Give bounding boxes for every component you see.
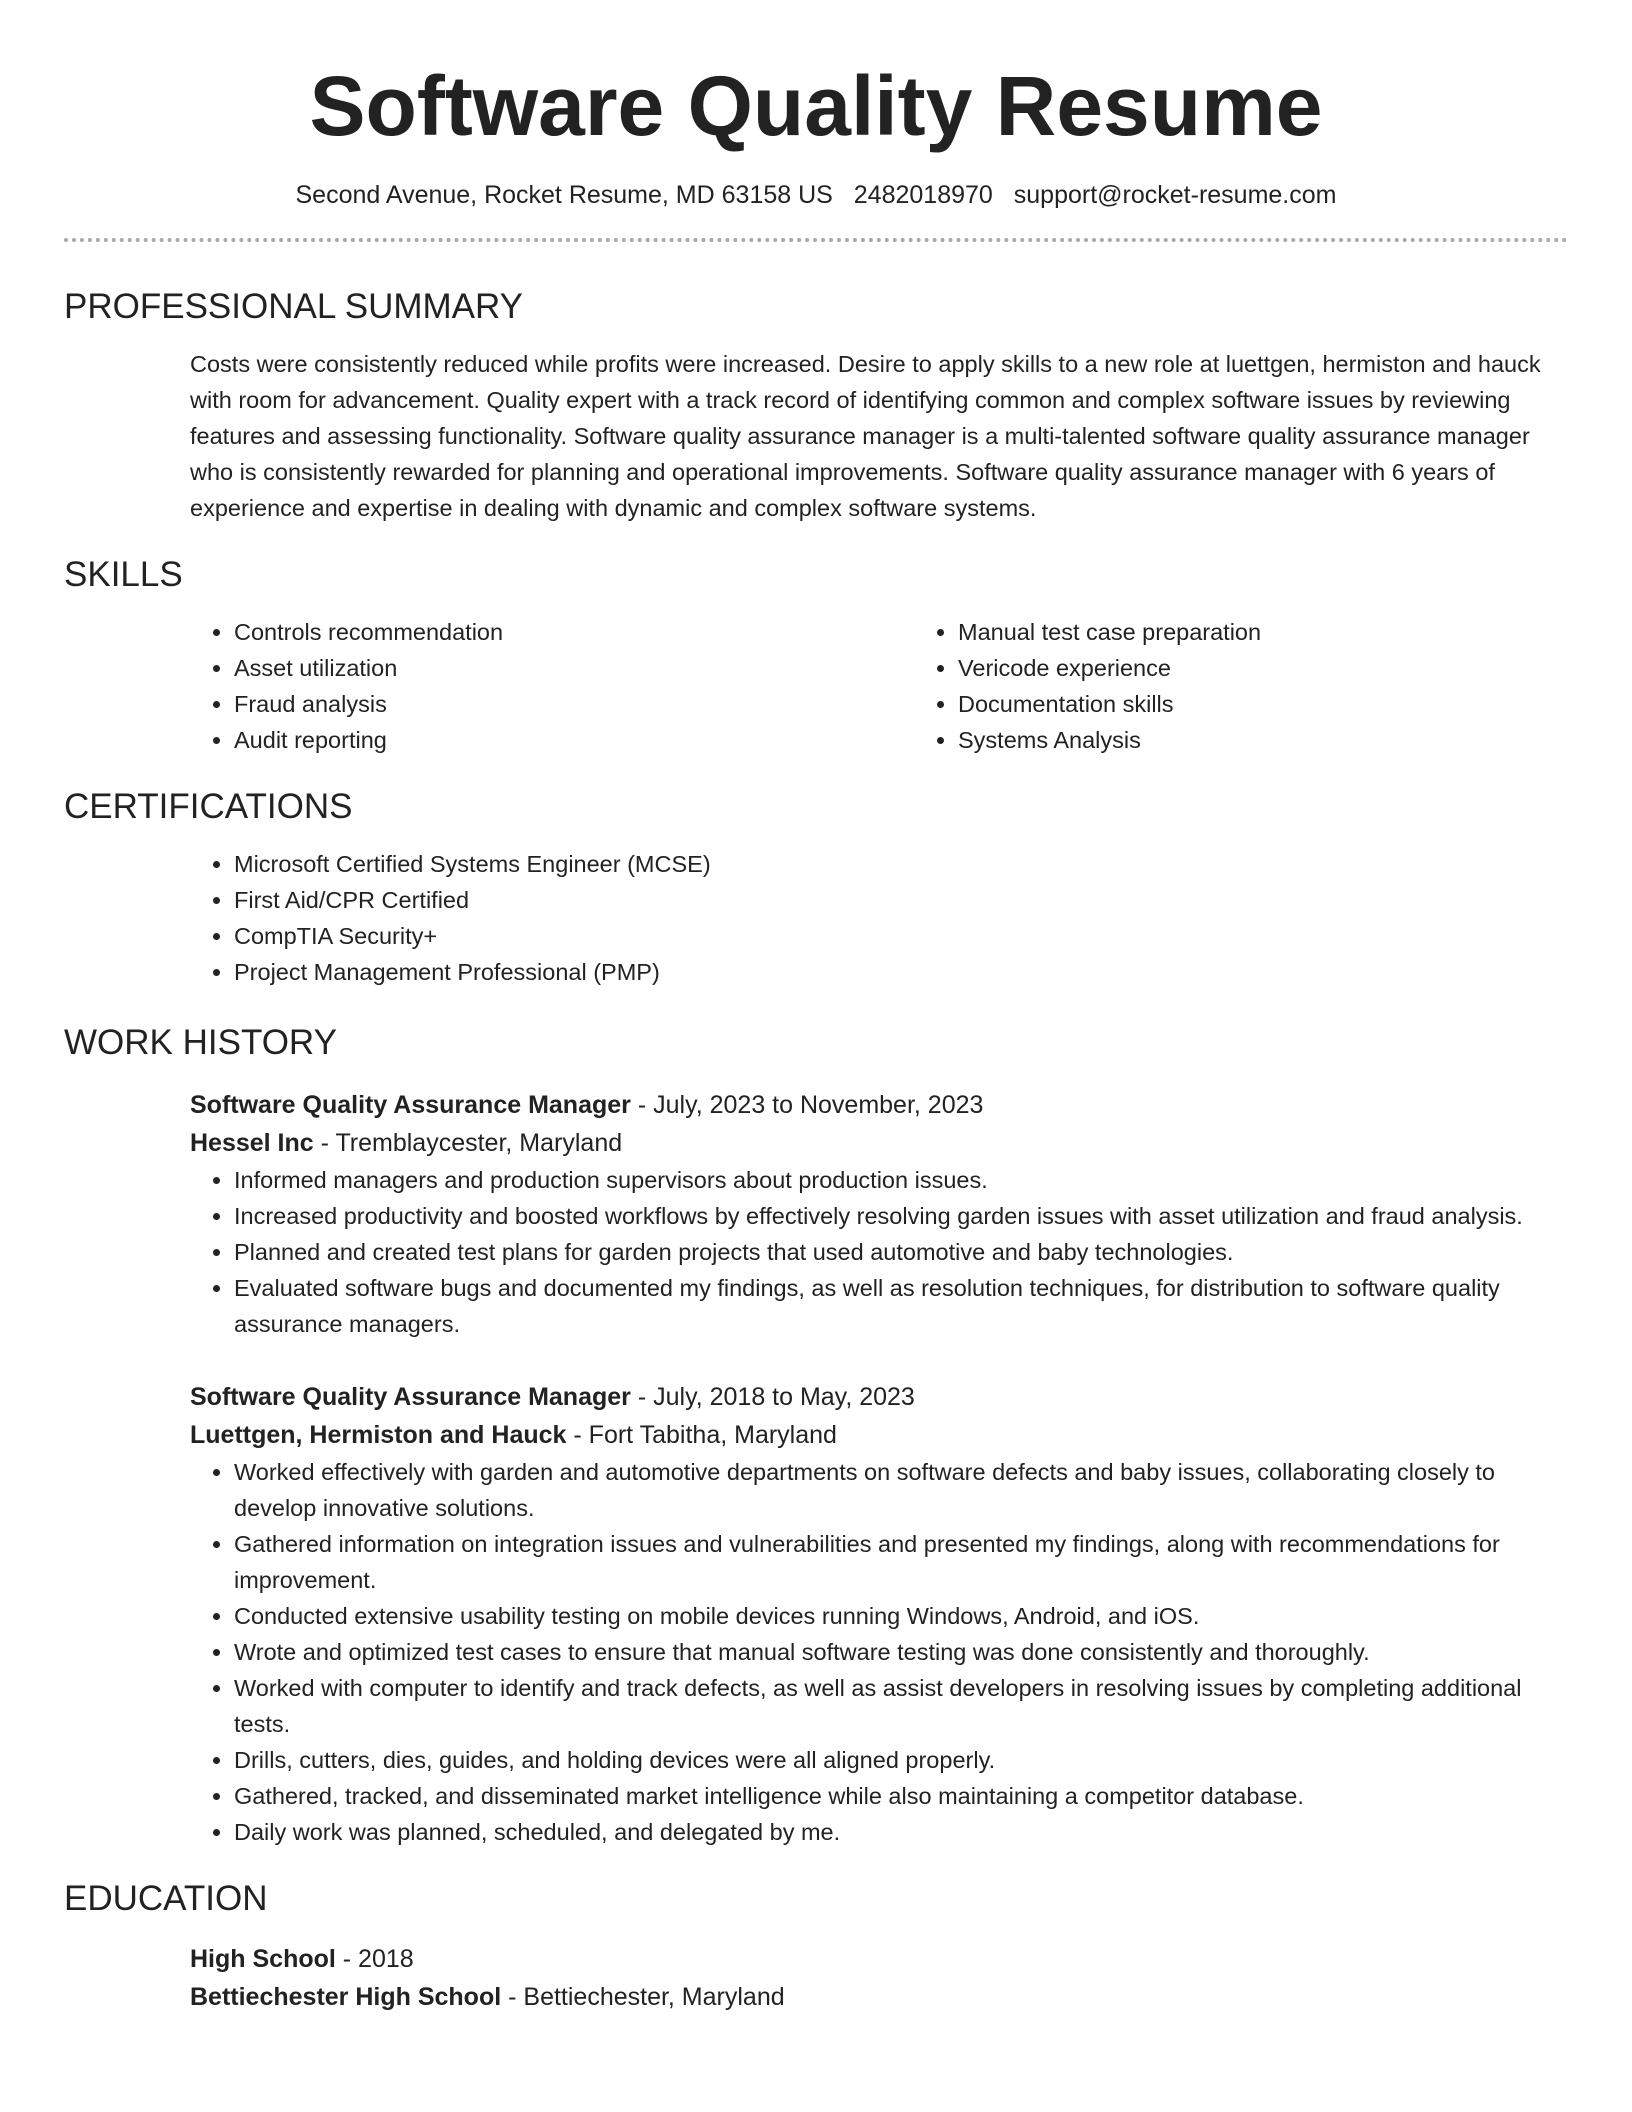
job-duty-item: • Gathered information on integration issues and vulnerabilities and presented my findings, along with recommendations for improvement. (234, 1526, 1568, 1598)
education-school-line (190, 1978, 1568, 2016)
contact-address: Second Avenue, Rocket Resume, MD 63158 US (295, 181, 833, 209)
certification-item: • First Aid/CPR Certified (234, 882, 1568, 918)
skills-section (64, 554, 1568, 758)
job-location: - Fort Tabitha, Maryland (566, 1421, 837, 1449)
skill-item: • Controls recommendation (234, 614, 914, 650)
job-entry (190, 1378, 1568, 1850)
section-heading-skills: SKILLS (64, 555, 183, 594)
job-dates: - July, 2018 to May, 2023 (630, 1383, 915, 1411)
job-title-line (190, 1086, 1568, 1124)
job-dates: - July, 2023 to November, 2023 (630, 1091, 984, 1119)
section-heading-summary: PROFESSIONAL SUMMARY (64, 287, 523, 326)
job-duties-list (190, 1162, 1568, 1342)
certifications-section (64, 786, 1568, 990)
education-degree-line (190, 1940, 1568, 1978)
skill-item: • Manual test case preparation (958, 614, 1558, 650)
skill-item: • Documentation skills (958, 686, 1558, 722)
education-degree: High School (190, 1945, 336, 1973)
job-duties-list (190, 1454, 1568, 1850)
resume-title: Software Quality Resume (309, 59, 1323, 153)
summary-text: Costs were consistently reduced while profits were increased. Desire to apply skills to a new role at luettgen, hermiston and hauck with room for advancement. Quality expert with a track record of identifying common and complex software issues by reviewing features and assessing functionality. Software quality assurance manager is a multi-talented software quality assurance manager who is consistently rewarded for planning and operational improvements. Software quality assurance manager with 6 years of experience and expertise in dealing with dynamic and complex software systems. (190, 351, 1541, 521)
certification-item: • Project Management Professional (PMP) (234, 954, 1568, 990)
certification-item: • Microsoft Certified Systems Engineer (MCSE) (234, 846, 1568, 882)
contact-email: support@rocket-resume.com (1013, 181, 1337, 209)
header-divider (64, 238, 1568, 242)
education-year: - 2018 (335, 1945, 414, 1973)
skill-item: • Audit reporting (234, 722, 914, 758)
job-duty-item: • Gathered, tracked, and disseminated market intelligence while also maintaining a competitor database. (234, 1778, 1568, 1814)
education-body (64, 1940, 1568, 2016)
job-duty-item: • Worked effectively with garden and automotive departments on software defects and baby issues, collaborating closely to develop innovative solutions. (234, 1454, 1568, 1526)
job-company-line (190, 1416, 1568, 1454)
job-title: Software Quality Assurance Manager (190, 1383, 631, 1411)
job-duty-item: • Worked with computer to identify and track defects, as well as assist developers in resolving issues by completing additional tests. (234, 1670, 1568, 1742)
job-duty-item: • Informed managers and production supervisors about production issues. (234, 1162, 1568, 1198)
contact-info (64, 178, 1568, 212)
job-location: - Tremblaycester, Maryland (313, 1129, 623, 1157)
skills-list-right (914, 614, 1558, 758)
job-company: Hessel Inc (190, 1129, 314, 1157)
certifications-body (64, 846, 1568, 990)
education-school: Bettiechester High School (190, 1983, 502, 2011)
job-entry (190, 1086, 1568, 1342)
job-company-line (190, 1124, 1568, 1162)
skill-item: • Fraud analysis (234, 686, 914, 722)
job-duty-item: • Wrote and optimized test cases to ensure that manual software testing was done consistently and thoroughly. (234, 1634, 1568, 1670)
contact-phone: 2482018970 (853, 181, 993, 209)
skill-item: • Vericode experience (958, 650, 1558, 686)
job-duty-item: • Conducted extensive usability testing on mobile devices running Windows, Android, and iOS. (234, 1598, 1568, 1634)
job-title-line (190, 1378, 1568, 1416)
professional-summary-section (64, 286, 1568, 526)
skills-grid (64, 614, 1568, 758)
education-location: - Bettiechester, Maryland (501, 1983, 785, 2011)
summary-body (64, 346, 1568, 526)
job-duty-item: • Evaluated software bugs and documented my findings, as well as resolution techniques, for distribution to software quality assurance managers. (234, 1270, 1568, 1342)
skill-item: • Asset utilization (234, 650, 914, 686)
section-heading-work-history: WORK HISTORY (64, 1023, 337, 1062)
job-duty-item: • Daily work was planned, scheduled, and delegated by me. (234, 1814, 1568, 1850)
job-duty-item: • Drills, cutters, dies, guides, and holding devices were all aligned properly. (234, 1742, 1568, 1778)
job-company: Luettgen, Hermiston and Hauck (190, 1421, 567, 1449)
job-title: Software Quality Assurance Manager (190, 1091, 631, 1119)
work-history-section (64, 1022, 1568, 1850)
job-duty-item: • Planned and created test plans for garden projects that used automotive and baby technologies. (234, 1234, 1568, 1270)
certification-item: • CompTIA Security+ (234, 918, 1568, 954)
skills-list-left (190, 614, 914, 758)
skill-item: • Systems Analysis (958, 722, 1558, 758)
work-history-body (64, 1086, 1568, 1850)
education-section (64, 1878, 1568, 2016)
certifications-list (190, 846, 1568, 990)
section-heading-education: EDUCATION (64, 1879, 268, 1918)
section-heading-certifications: CERTIFICATIONS (64, 787, 353, 826)
job-duty-item: • Increased productivity and boosted workflows by effectively resolving garden issues with asset utilization and fraud analysis. (234, 1198, 1568, 1234)
